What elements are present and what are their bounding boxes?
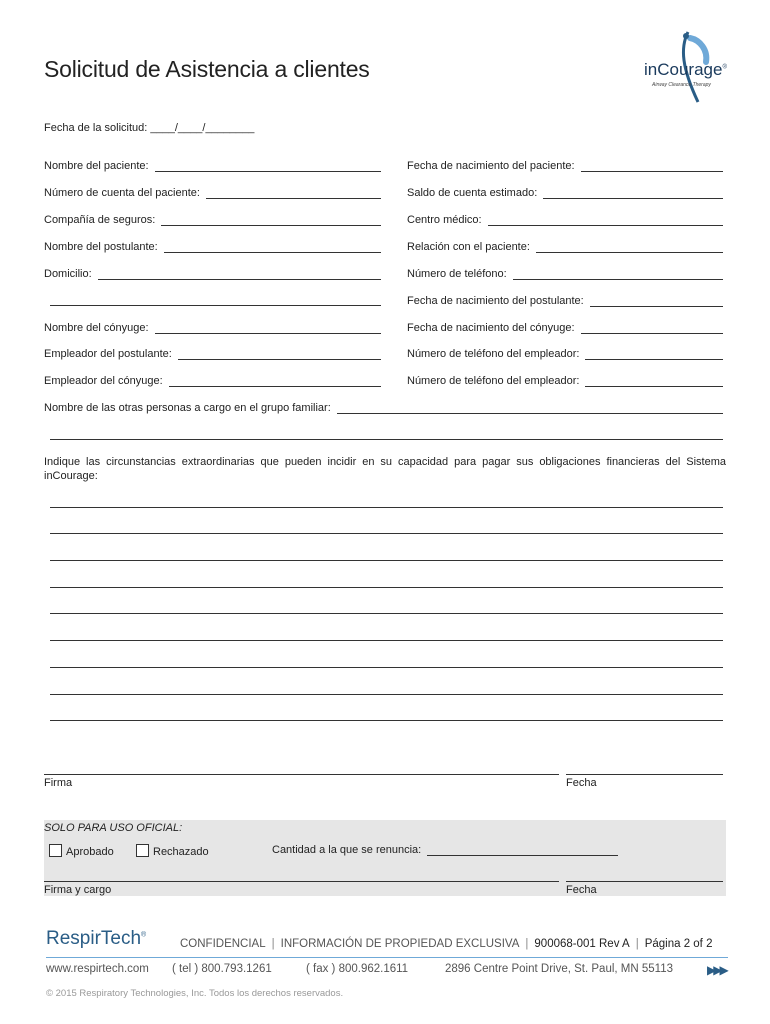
incourage-logo: inCourage® Airway Clearance Therapy — [640, 28, 740, 106]
doc-number: 900068-001 Rev A — [534, 938, 630, 950]
field-label: Número de teléfono del empleador: — [407, 348, 580, 360]
insurance-field[interactable] — [44, 214, 381, 226]
address-line-2[interactable] — [50, 305, 381, 306]
circumstances-line[interactable] — [50, 667, 723, 668]
official-date-label: Fecha — [566, 884, 597, 896]
proprietary-text: INFORMACIÓN DE PROPIEDAD EXCLUSIVA — [280, 938, 520, 950]
signature-line[interactable] — [44, 774, 559, 775]
field-label: Empleador del cónyuge: — [44, 375, 163, 387]
relationship-field[interactable] — [407, 241, 723, 253]
date-line[interactable] — [566, 774, 723, 775]
field-label: Número de teléfono del empleador: — [407, 375, 580, 387]
logo-brand: inCourage — [644, 60, 723, 79]
address-field[interactable] — [44, 268, 381, 280]
medical-center-field[interactable] — [407, 214, 723, 226]
official-date-line[interactable] — [566, 881, 723, 882]
spouse-employer-field[interactable] — [44, 375, 381, 387]
circumstances-line[interactable] — [50, 533, 723, 534]
patient-dob-field[interactable] — [407, 160, 723, 172]
official-signature-line[interactable] — [44, 881, 559, 882]
applicant-employer-phone-field[interactable] — [407, 348, 723, 360]
field-label: Cantidad a la que se renuncia: — [272, 844, 422, 856]
footer-website[interactable]: www.respirtech.com — [46, 963, 149, 975]
circumstances-line[interactable] — [50, 613, 723, 614]
request-date-field[interactable] — [44, 122, 254, 134]
dependents-line-2[interactable] — [50, 439, 723, 440]
respirtech-logo: RespirTech® — [46, 928, 147, 949]
field-label: Empleador del postulante: — [44, 348, 172, 360]
field-label: Domicilio: — [44, 268, 92, 280]
field-label: Saldo de cuenta estimado: — [407, 187, 538, 199]
approved-checkbox[interactable] — [49, 844, 114, 858]
field-label: Nombre del cónyuge: — [44, 322, 149, 334]
field-label: Número de teléfono: — [407, 268, 507, 280]
circumstances-line[interactable] — [50, 694, 723, 695]
rejected-checkbox[interactable] — [136, 844, 209, 858]
page-number: Página 2 of 2 — [644, 938, 713, 950]
field-label: Nombre del paciente: — [44, 160, 149, 172]
request-date-blanks: ____/____/________ — [150, 122, 255, 134]
logo-tagline: Airway Clearance Therapy — [652, 82, 711, 88]
footer-confidential-line: CONFIDENCIAL | INFORMACIÓN DE PROPIEDAD EXCLUSIVA | 900068-001 Rev A | Página 2 of 2 — [180, 938, 713, 950]
spouse-dob-field[interactable] — [407, 322, 723, 334]
footer-fax: ( fax ) 800.962.1611 — [306, 963, 409, 975]
circumstances-line[interactable] — [50, 560, 723, 561]
confidential-text: CONFIDENCIAL — [180, 938, 266, 950]
arrow-chevrons-icon: ▶▶▶ — [707, 963, 726, 977]
field-label: Relación con el paciente: — [407, 241, 530, 253]
account-balance-field[interactable] — [407, 187, 723, 199]
official-signature-label: Firma y cargo — [44, 884, 112, 896]
patient-account-field[interactable] — [44, 187, 381, 199]
applicant-employer-field[interactable] — [44, 348, 381, 360]
circumstances-line[interactable] — [50, 720, 723, 721]
checkbox-box[interactable] — [49, 844, 62, 857]
circumstances-line[interactable] — [50, 587, 723, 588]
circumstances-prompt: Indique las circunstancias extraordinarias que pueden incidir en su capacidad para pagar sus obligaciones financieras del Sistema inCourage: — [44, 456, 726, 482]
signature-label: Firma — [44, 777, 73, 789]
applicant-dob-field[interactable] — [407, 295, 723, 307]
field-label: Compañía de seguros: — [44, 214, 156, 226]
field-label: Centro médico: — [407, 214, 482, 226]
footer-address: 2896 Centre Point Drive, St. Paul, MN 55113 — [445, 963, 673, 975]
circumstances-line[interactable] — [50, 640, 723, 641]
date-label: Fecha — [566, 777, 597, 789]
rejected-label: Rechazado — [153, 846, 209, 858]
field-label: Nombre del postulante: — [44, 241, 158, 253]
checkbox-box[interactable] — [136, 844, 149, 857]
footer-tel: ( tel ) 800.793.1261 — [172, 963, 272, 975]
circumstances-line[interactable] — [50, 507, 723, 508]
field-label: Fecha de nacimiento del paciente: — [407, 160, 575, 172]
phone-field[interactable] — [407, 268, 723, 280]
page-title: Solicitud de Asistencia a clientes — [44, 56, 370, 82]
patient-name-field[interactable] — [44, 160, 381, 172]
field-label: Número de cuenta del paciente: — [44, 187, 200, 199]
waived-amount-field[interactable] — [272, 844, 618, 856]
field-label: Fecha de nacimiento del cónyuge: — [407, 322, 575, 334]
footer-divider — [46, 957, 728, 958]
dependents-field[interactable] — [44, 402, 723, 414]
official-use-title: SOLO PARA USO OFICIAL: — [44, 822, 183, 834]
applicant-name-field[interactable] — [44, 241, 381, 253]
field-label: Nombre de las otras personas a cargo en el grupo familiar: — [44, 402, 331, 414]
field-label: Fecha de nacimiento del postulante: — [407, 295, 584, 307]
copyright-text: © 2015 Respiratory Technologies, Inc. Todos los derechos reservados. — [46, 988, 344, 999]
approved-label: Aprobado — [66, 846, 114, 858]
spouse-name-field[interactable] — [44, 322, 381, 334]
spouse-employer-phone-field[interactable] — [407, 375, 723, 387]
request-date-label: Fecha de la solicitud: — [44, 122, 148, 134]
